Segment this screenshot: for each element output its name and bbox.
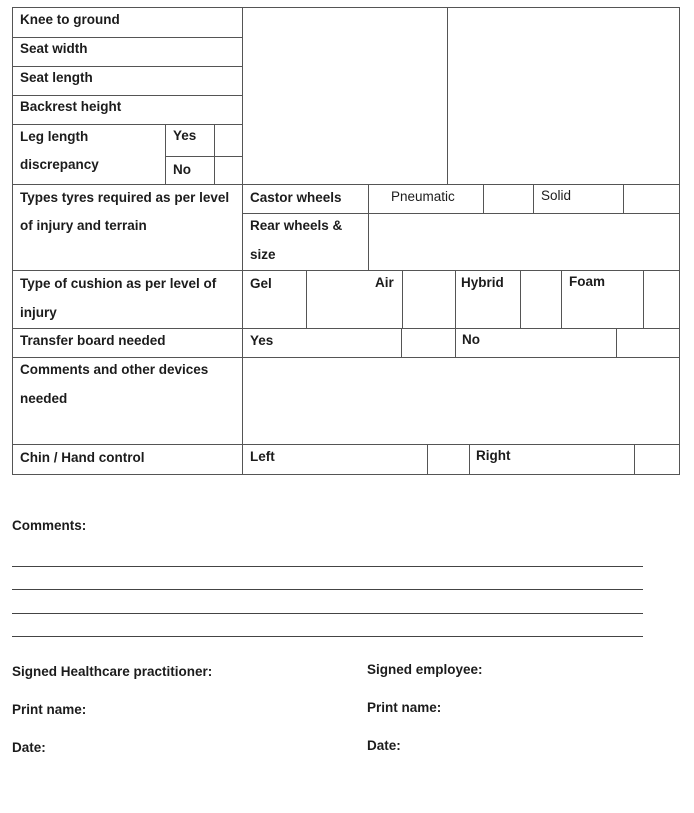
comment-line-2 bbox=[12, 589, 643, 590]
date-left-label: Date: bbox=[12, 740, 46, 755]
leg-no-label: No bbox=[173, 162, 191, 177]
signed-employee-label: Signed employee: bbox=[367, 662, 483, 677]
comment-line-1 bbox=[12, 566, 643, 567]
air-label: Air bbox=[375, 275, 394, 290]
transfer-no-label: No bbox=[462, 332, 480, 347]
gel-label: Gel bbox=[250, 276, 272, 291]
left-label: Left bbox=[250, 449, 275, 464]
date-right-label: Date: bbox=[367, 738, 401, 753]
leg-length-label-line2: discrepancy bbox=[20, 157, 99, 172]
tyres-label-line2: of injury and terrain bbox=[20, 218, 147, 233]
comment-line-3 bbox=[12, 613, 643, 614]
comments-devices-label: Comments and other devices bbox=[20, 362, 209, 377]
leg-yes-label: Yes bbox=[173, 128, 197, 143]
transfer-board-label: Transfer board needed bbox=[20, 333, 166, 348]
cushion-label-line2: injury bbox=[20, 305, 57, 320]
tyres-label: Types tyres required as per level bbox=[20, 190, 230, 205]
rear-wheels-label: Rear wheels & bbox=[250, 218, 343, 233]
signed-practitioner-label: Signed Healthcare practitioner: bbox=[12, 664, 213, 679]
chin-hand-control-label: Chin / Hand control bbox=[20, 450, 145, 465]
seat-width-label: Seat width bbox=[20, 41, 88, 56]
rear-wheels-label-line2: size bbox=[250, 247, 276, 262]
transfer-yes-label: Yes bbox=[250, 333, 274, 348]
comment-line-4 bbox=[12, 636, 643, 637]
cushion-label: Type of cushion as per level of bbox=[20, 276, 217, 291]
foam-label: Foam bbox=[569, 274, 606, 289]
hybrid-label: Hybrid bbox=[461, 275, 504, 290]
right-label: Right bbox=[476, 448, 511, 463]
print-name-right-label: Print name: bbox=[367, 700, 442, 715]
pneumatic-label: Pneumatic bbox=[391, 189, 455, 204]
backrest-height-label: Backrest height bbox=[20, 99, 122, 114]
print-name-left-label: Print name: bbox=[12, 702, 87, 717]
solid-label: Solid bbox=[541, 188, 572, 203]
comments-devices-label-line2: needed bbox=[20, 391, 68, 406]
castor-wheels-label: Castor wheels bbox=[250, 190, 342, 205]
comments-heading: Comments: bbox=[12, 518, 87, 533]
knee-to-ground-label: Knee to ground bbox=[20, 12, 120, 27]
seat-length-label: Seat length bbox=[20, 70, 93, 85]
leg-length-label: Leg length bbox=[20, 129, 89, 144]
